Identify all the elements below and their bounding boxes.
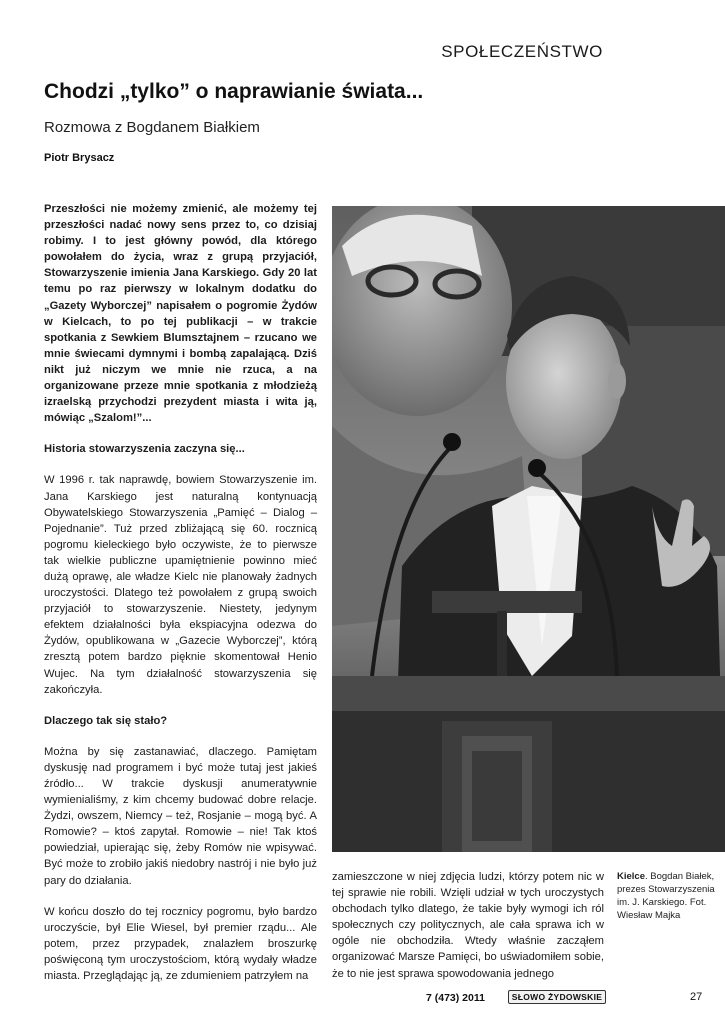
speaker-photo-illustration: [332, 206, 725, 852]
article-left-column: [44, 201, 317, 999]
interview-answer: W końcu doszło do tej rocznicy pogromu, było bardzo uroczyście, był Elie Wiesel, był premier rządu... Ale potem, przez przypadek, znalazłem broszurkę poświęconą tym uroczystościom, którą wydały władze miasta. Przeglądając ją, ze zdumieniem patrzyłem na: [44, 905, 317, 983]
section-label: SPOŁECZEŃSTWO: [441, 42, 603, 61]
footer-issue: 7 (473) 2011: [426, 992, 485, 1004]
article-right-column: [332, 869, 604, 997]
interview-question: Dlaczego tak się stało?: [44, 714, 168, 727]
article-title: Chodzi „tylko” o naprawianie świata...: [44, 80, 424, 103]
photo-caption: [617, 870, 717, 922]
article-continuation: zamieszczone w niej zdjęcia ludzi, którzy potem nic w tej sprawie nie robili. Wzięli udział w tych uroczystych obchodach tylko dlatego, że takie były wymogi ich ról społecznych czy politycznych, ale cała sprawa ich w ogóle nie obchodziła. Wtedy właśnie zacząłem organizować Marsze Pamięci, bo uświadomiłem sobie, że to nie jest sprawa spowodowania jednego: [332, 871, 604, 980]
interview-answer: Można by się zastanawiać, dlaczego. Pamiętam dyskusję nad programem i być może tutaj jest jakieś źródło... W trakcie dyskusji anumeratywnie wymienialiśmy, z kim chcemy budować dobre relacje. Żydzi, owszem, Niemcy – też, Rosjanie – mogą być. A Romowie? – ktoś zapytał. Romowie – nie! Tak ktoś powiedział, upierając się, żeby Romów nie wpisywać. Być może to zrobiło jakiś niedobry nastrój i nie było już pary do działania.: [44, 745, 317, 887]
caption-text: . Bogdan Białek, prezes Stowarzyszenia im. J. Karskiego. Fot. Wiesław Majka: [617, 871, 715, 921]
article-subtitle: Rozmowa z Bogdanem Białkiem: [44, 119, 260, 136]
interview-question: Historia stowarzyszenia zaczyna się...: [44, 443, 245, 456]
article-photo: [332, 206, 725, 852]
page-number: 27: [690, 991, 703, 1003]
caption-place: Kielce: [617, 871, 645, 882]
interview-answer: W 1996 r. tak naprawdę, bowiem Stowarzyszenie im. Jana Karskiego jest naturalną kontynuacją Obywatelskiego Stowarzyszenia „Pamięć – Dialog – Pojednanie”. Tuż przed zbliżającą się 60. rocznicą pogromu kieleckiego było oczywiste, że to pierwsze tak wielkie publiczne upamiętnienie powinno mieć dużą oprawę, ale władze Kielc nie planowały żadnych uroczystości. Dlatego też powołałem z grupą swoich przyjaciół to stowarzyszenie. Niestety, jedynym efektem działalności była ekspiacyjna odezwa do Żydów, opublikowana w „Gazecie Wyborczej”, którą zresztą potem bardzo pięknie skomentował Henio Wujec. Na tym działalność stowarzyszenia się zakończyła.: [44, 474, 317, 696]
publication-logo: SŁOWO ŻYDOWSKIE: [508, 990, 606, 1004]
article-author: Piotr Brysacz: [44, 152, 115, 164]
article-lead: Przeszłości nie możemy zmienić, ale możemy tej przeszłości nadać nowy sens przez to, co dzisiaj robimy. I to jest główny powód, dla którego powołałem do życia, wraz z grupą przyjaciół, Stowarzyszenie imienia Jana Karskiego. Gdy 20 lat temu po raz pierwszy w lokalnym dodatku do „Gazety Wyborczej” napisałem o pogromie Żydów w Kielcach, to po tej publikacji – w trakcie spotkania z Sewkiem Blumsztajnem – rzucano we mnie świecami dymnymi i bombą zapalającą. Dziś nikt już niczym we mnie nie rzuca, a na organizowane przeze mnie spotkania z młodzieżą izraelską przychodzi prezydent miasta i wita ją, mówiąc „Szalom!”...: [44, 203, 317, 425]
